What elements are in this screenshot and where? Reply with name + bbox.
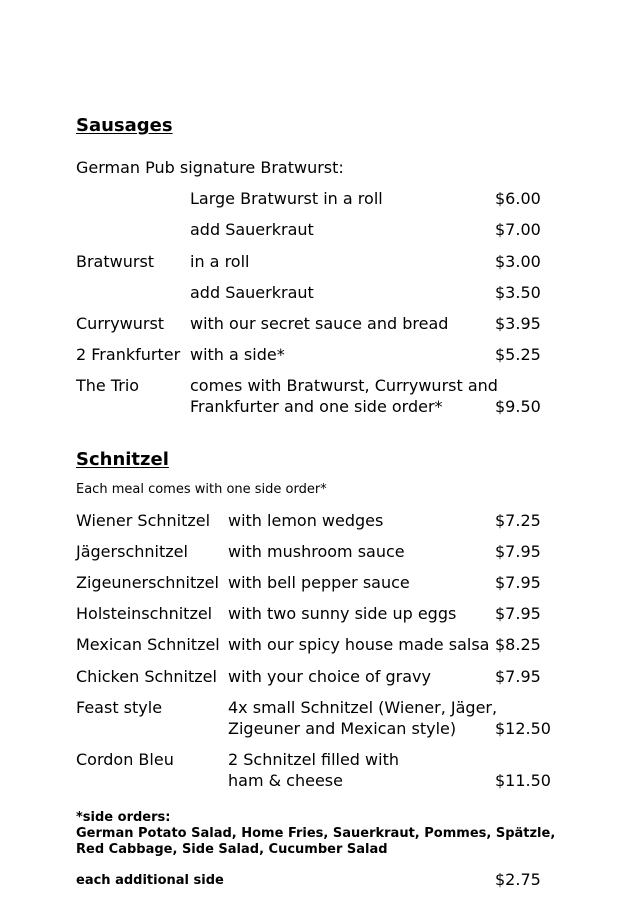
sausages-intro: German Pub signature Bratwurst: (76, 158, 344, 177)
item-description: with two sunny side up eggs (228, 604, 457, 623)
item-price: $8.25 (495, 635, 541, 654)
item-description: with lemon wedges (228, 511, 384, 530)
item-name: Bratwurst (76, 252, 155, 271)
schnitzel-heading: Schnitzel (76, 449, 169, 470)
additional-side-label: each additional side (76, 873, 224, 888)
item-description-cont: ham & cheese (228, 771, 343, 790)
item-name: The Trio (76, 376, 140, 395)
item-description: with mushroom sauce (228, 542, 405, 561)
item-price: $7.00 (495, 220, 541, 239)
item-description: comes with Bratwurst, Currywurst and (190, 376, 498, 395)
item-name: Chicken Schnitzel (76, 667, 217, 686)
item-description: with a side* (190, 345, 285, 364)
item-name: Feast style (76, 698, 163, 717)
item-name: Mexican Schnitzel (76, 635, 220, 654)
item-description-cont: Frankfurter and one side order* (190, 397, 443, 416)
item-price: $3.00 (495, 252, 541, 271)
side-orders-list-line-2: Red Cabbage, Side Salad, Cucumber Salad (76, 842, 388, 857)
item-description: with our spicy house made salsa (228, 635, 490, 654)
item-price: $3.50 (495, 283, 541, 302)
item-description: 4x small Schnitzel (Wiener, Jäger, (228, 698, 498, 717)
item-price: $7.95 (495, 667, 541, 686)
item-price: $7.95 (495, 573, 541, 592)
item-name: Currywurst (76, 314, 165, 333)
item-price: $5.25 (495, 345, 541, 364)
item-name: Holsteinschnitzel (76, 604, 213, 623)
item-price: $7.25 (495, 511, 541, 530)
item-description: Large Bratwurst in a roll (190, 189, 383, 208)
item-price: $6.00 (495, 189, 541, 208)
additional-side-price: $2.75 (495, 870, 541, 889)
item-price: $3.95 (495, 314, 541, 333)
item-description: add Sauerkraut (190, 283, 314, 302)
item-description-cont: Zigeuner and Mexican style) (228, 719, 457, 738)
item-price: $7.95 (495, 604, 541, 623)
item-name: Zigeunerschnitzel (76, 573, 219, 592)
item-price: $7.95 (495, 542, 541, 561)
item-name: Cordon Bleu (76, 750, 174, 769)
item-price: $11.50 (495, 771, 551, 790)
schnitzel-intro: Each meal comes with one side order* (76, 482, 327, 497)
item-name: 2 Frankfurter (76, 345, 181, 364)
item-description: in a roll (190, 252, 250, 271)
item-description: add Sauerkraut (190, 220, 314, 239)
item-description: with bell pepper sauce (228, 573, 410, 592)
item-description: with your choice of gravy (228, 667, 431, 686)
item-description: with our secret sauce and bread (190, 314, 449, 333)
side-orders-list-line-1: German Potato Salad, Home Fries, Sauerkraut, Pommes, Spätzle, (76, 826, 556, 841)
sausages-heading: Sausages (76, 115, 173, 136)
item-description: 2 Schnitzel filled with (228, 750, 399, 769)
item-price: $9.50 (495, 397, 541, 416)
item-name: Wiener Schnitzel (76, 511, 211, 530)
item-name: Jägerschnitzel (76, 542, 188, 561)
item-price: $12.50 (495, 719, 551, 738)
side-orders-title: *side orders: (76, 810, 171, 825)
